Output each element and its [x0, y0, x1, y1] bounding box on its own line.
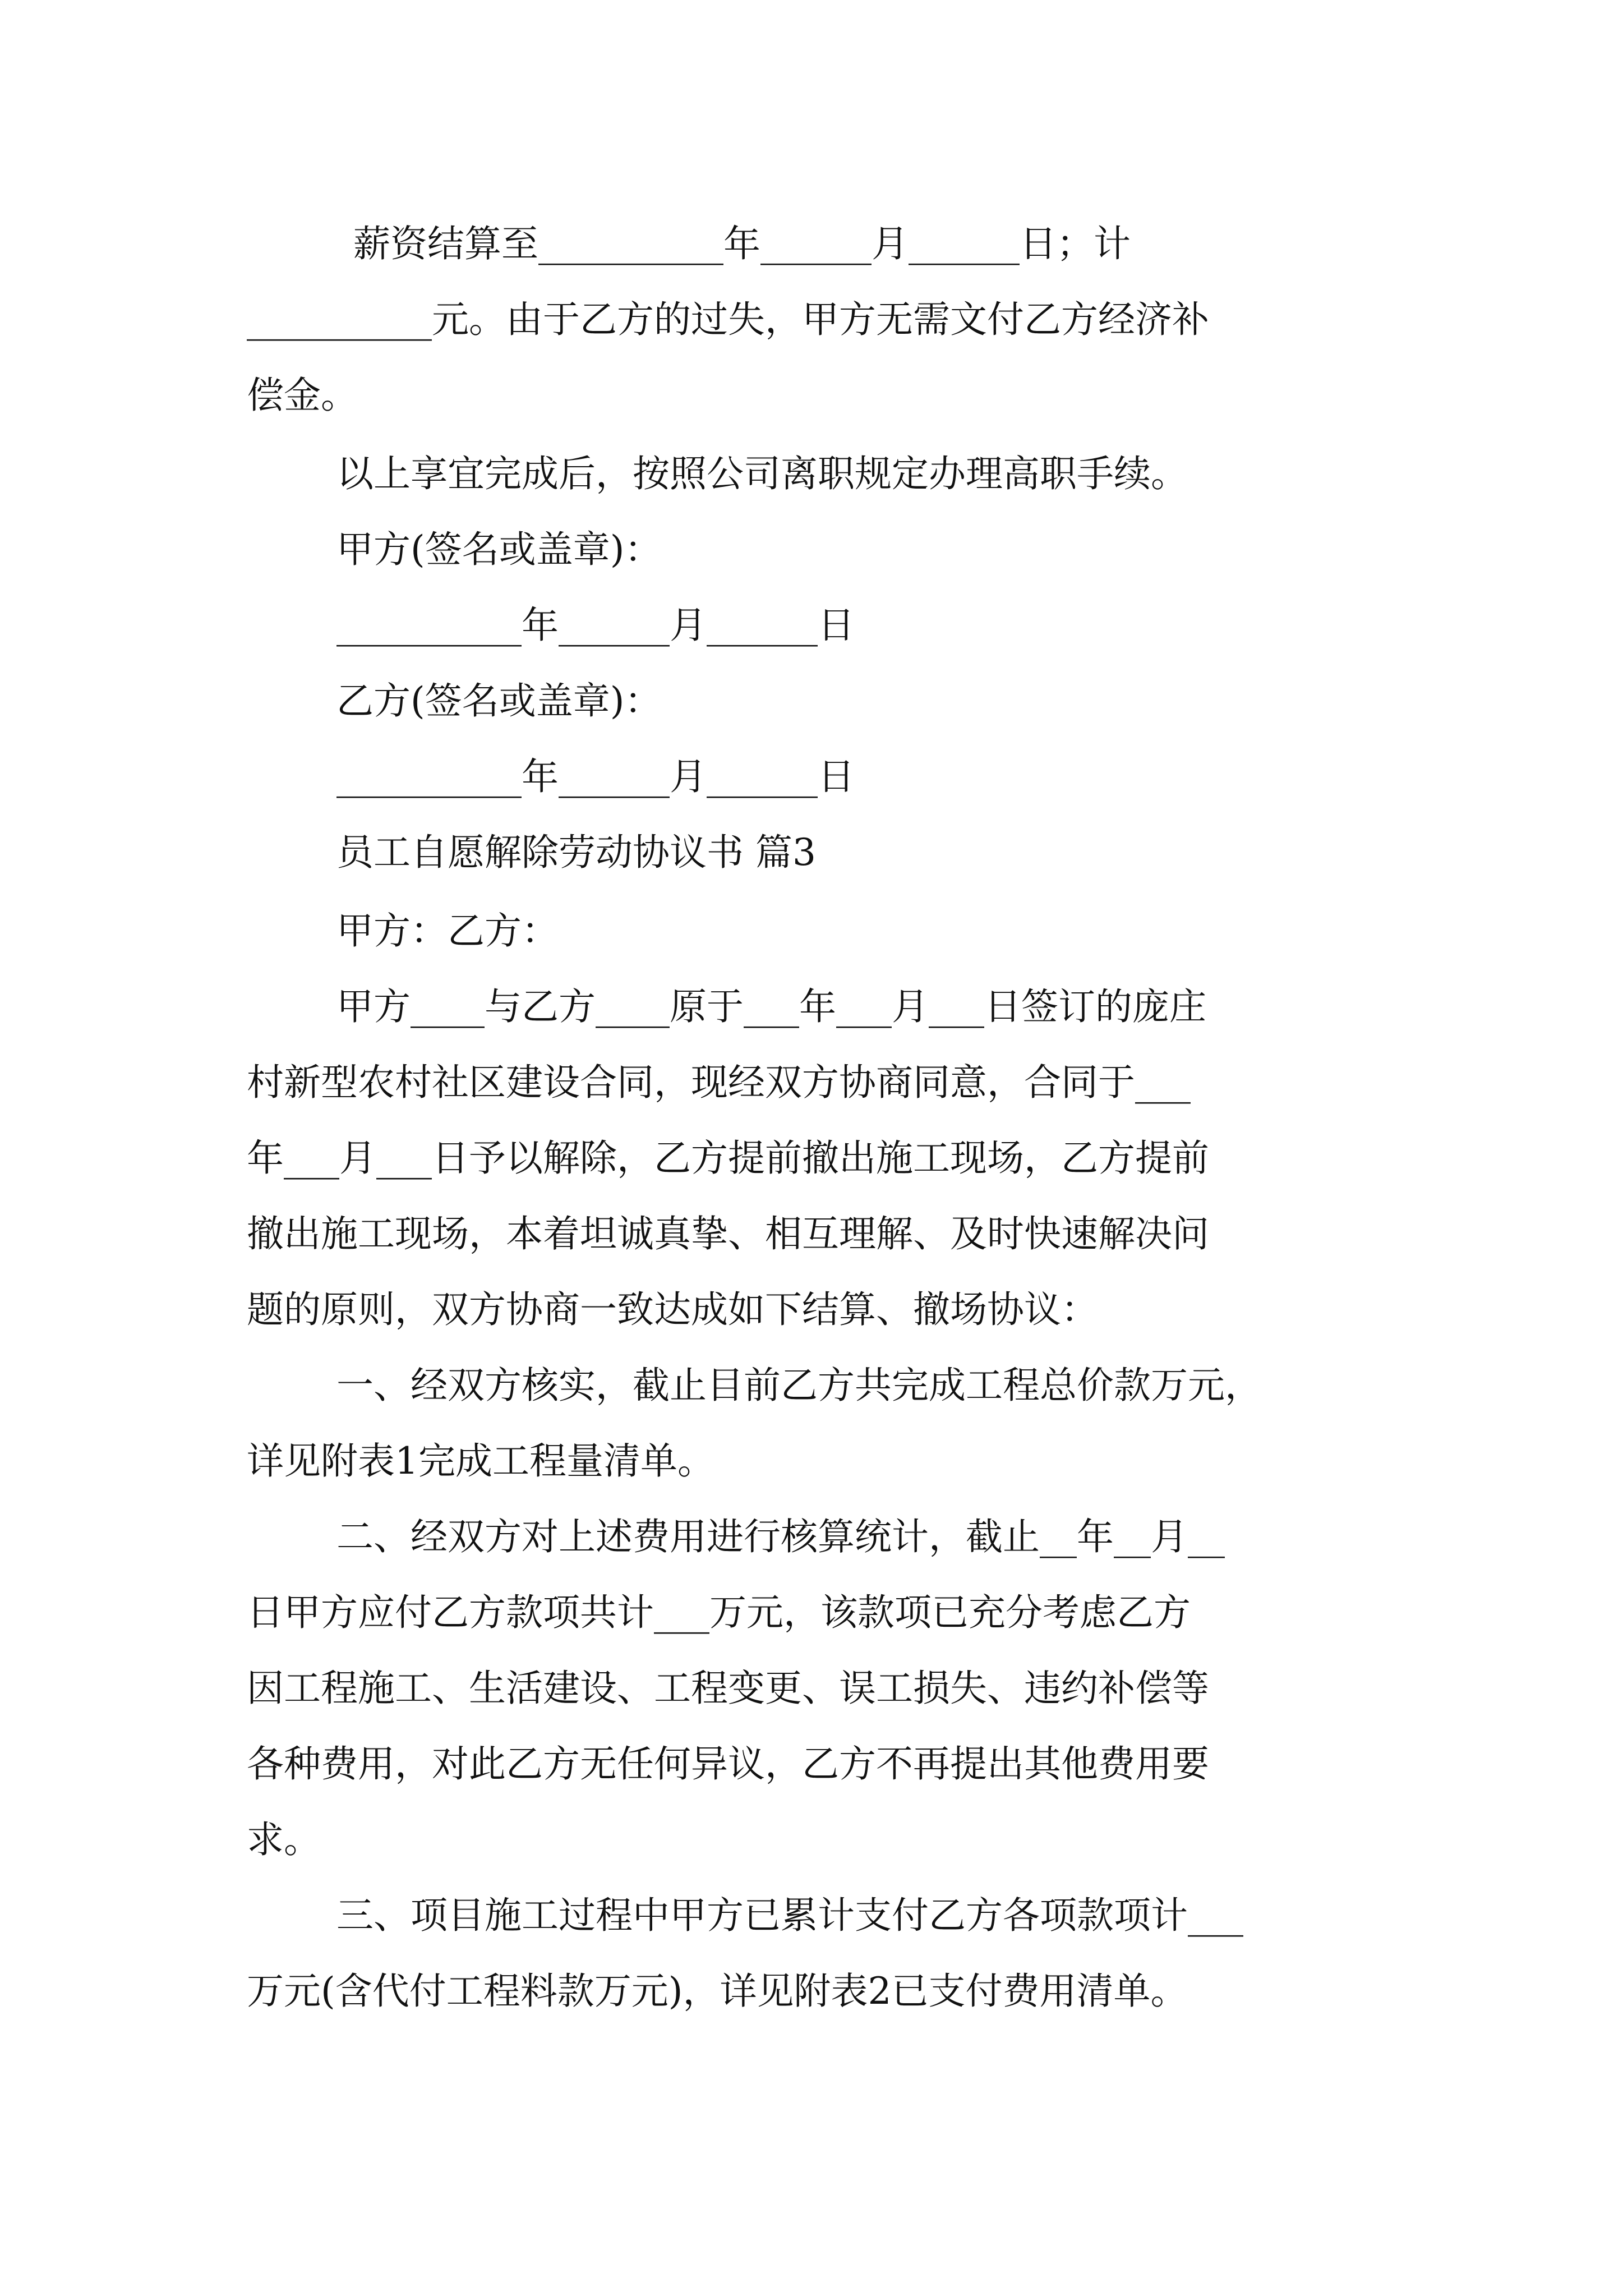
text-line: 题的原则，双方协商一致达成如下结算、撤场协议： [247, 1288, 1098, 1331]
text-line: 年___月___日予以解除，乙方提前撤出施工现场，乙方提前 [247, 1137, 1209, 1180]
text-line: 详见附表1完成工程量清单。 [247, 1439, 714, 1483]
parties-line: 甲方：乙方： [336, 909, 559, 953]
clause-2: 二、经双方对上述费用进行核算统计，截止__年__月__ [336, 1515, 1225, 1558]
text-line: 各种费用，对此乙方无任何异议，乙方不再提出其他费用要 [247, 1742, 1209, 1786]
clause-3: 三、项目施工过程中甲方已累计支付乙方各项款项计___ [336, 1894, 1243, 1937]
date-line-party-a: __________年______月______日 [336, 604, 855, 647]
signature-label-party-b: 乙方(签名或盖章)： [336, 679, 662, 723]
text-line: 日甲方应付乙方款项共计___万元，该款项已充分考虑乙方 [247, 1591, 1191, 1634]
text-line: __________元。由于乙方的过失，甲方无需文付乙方经济补 [247, 298, 1209, 341]
text-line: 求。 [247, 1818, 321, 1861]
section-heading: 员工自愿解除劳动协议书 篇3 [336, 831, 816, 874]
text-line: 撤出施工现场，本着坦诚真挚、相互理解、及时快速解决问 [247, 1212, 1209, 1255]
text-line: 偿金。 [247, 374, 358, 417]
date-line-party-b: __________年______月______日 [336, 755, 855, 798]
clause-1: 一、经双方核实，截止目前乙方共完成工程总价款万元， [336, 1364, 1262, 1407]
signature-label-party-a: 甲方(签名或盖章)： [336, 528, 662, 571]
text-line: 以上享宜完成后，按照公司离职规定办理高职手续。 [336, 452, 1188, 495]
text-line: 村新型农村社区建设合同，现经双方协商同意，合同于___ [247, 1061, 1191, 1104]
text-line: 薪资结算至__________年______月______日；计 [353, 222, 1131, 265]
text-line: 甲方____与乙方____原于___年___月___日签订的庞庄 [336, 985, 1206, 1028]
text-line: 万元(含代付工程料款万元)，详见附表2已支付费用清单。 [247, 1970, 1188, 2013]
text-line: 因工程施工、生活建设、工程变更、误工损失、违约补偿等 [247, 1667, 1209, 1710]
